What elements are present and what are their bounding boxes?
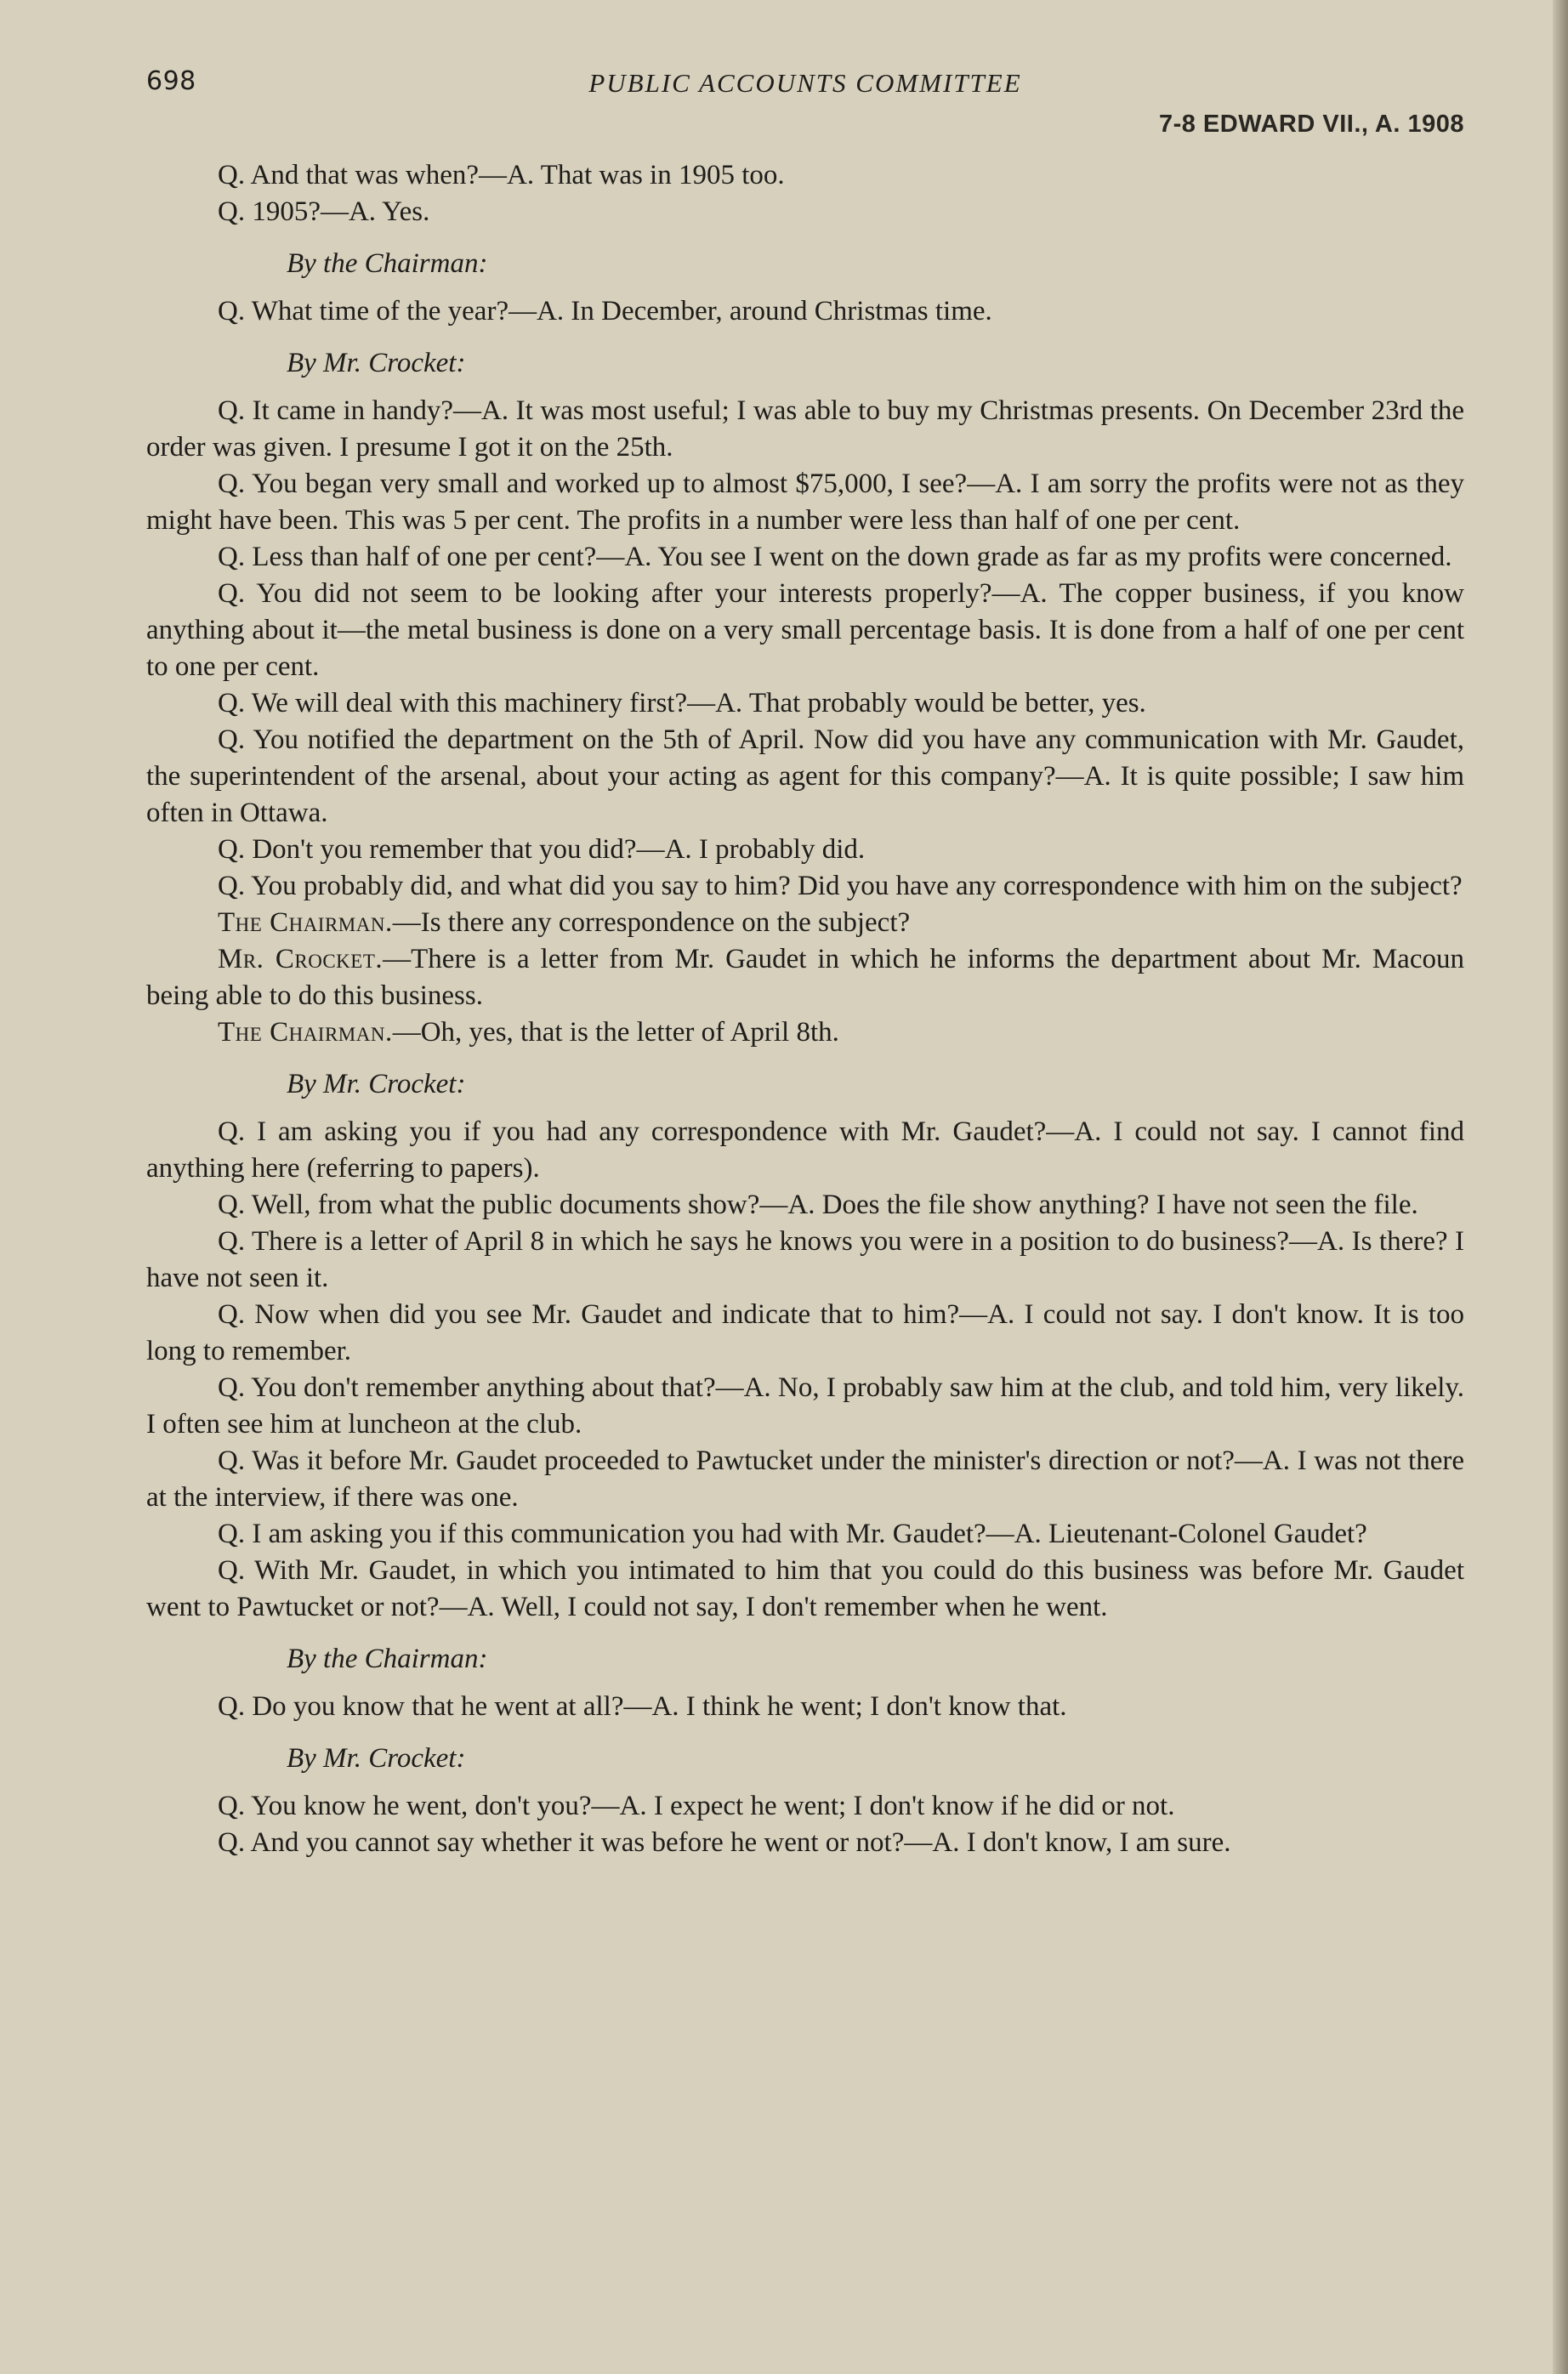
qa-paragraph: Q. It came in handy?—A. It was most useful; I was able to buy my Christmas presents. On December 23rd the order was given. I presume I got it on the 25th. — [146, 395, 1464, 463]
qa-paragraph: Q. You did not seem to be looking after your interests properly?—A. The copper business, if you know anything about it—the metal business is done on a very small percentage basis. It is done from a half of one per cent to one per cent. — [146, 578, 1464, 682]
qa-paragraph: Q. What time of the year?—A. In December, around Christmas time. — [218, 296, 992, 327]
transcript-body — [146, 157, 1464, 1861]
speaker-paragraph — [146, 905, 1464, 941]
qa-paragraph: Q. You know he went, don't you?—A. I expect he went; I don't know if he did or not. — [218, 1791, 1175, 1821]
section-subheading: By Mr. Crocket: — [287, 348, 466, 378]
qa-paragraph: Q. You don't remember anything about that?—A. No, I probably saw him at the club, and told him, very likely. I often see him at luncheon at the club. — [146, 1372, 1464, 1440]
section-subheading: By Mr. Crocket: — [287, 1743, 466, 1774]
document-page — [146, 60, 1464, 1861]
speaker-text: —Is there any correspondence on the subject? — [392, 907, 911, 938]
qa-paragraph: Q. Less than half of one per cent?—A. You see I went on the down grade as far as my profits were concerned. — [218, 542, 1452, 572]
page-number: 698 — [146, 66, 196, 96]
qa-paragraph: Q. I am asking you if this communication you had with Mr. Gaudet?—A. Lieutenant-Colonel Gaudet? — [218, 1519, 1367, 1549]
session-line: 7-8 EDWARD VII., A. 1908 — [1158, 111, 1464, 138]
speaker-name: Mr. Crocket. — [218, 944, 383, 974]
qa-paragraph: Q. With Mr. Gaudet, in which you intimated to him that you could do this business was before Mr. Gaudet went to Pawtucket or not?—A. Well, I could not say, I don't remember when he went. — [146, 1555, 1464, 1622]
speaker-paragraph — [146, 941, 1464, 1014]
running-head — [146, 60, 1464, 111]
qa-paragraph: Q. And you cannot say whether it was before he went or not?—A. I don't know, I am sure. — [218, 1827, 1231, 1858]
speaker-name: The Chairman. — [218, 907, 393, 938]
qa-paragraph: Q. 1905?—A. Yes. — [218, 196, 430, 227]
running-title: PUBLIC ACCOUNTS COMMITTEE — [588, 68, 1022, 98]
qa-paragraph: Q. I am asking you if you had any correspondence with Mr. Gaudet?—A. I could not say. I cannot find anything here (referring to papers). — [146, 1116, 1464, 1184]
speaker-name: The Chairman. — [218, 1017, 393, 1048]
qa-paragraph: Q. Well, from what the public documents show?—A. Does the file show anything? I have not seen the file. — [218, 1190, 1418, 1220]
speaker-text: —Oh, yes, that is the letter of April 8th. — [392, 1017, 839, 1048]
qa-paragraph: Q. There is a letter of April 8 in which he says he knows you were in a position to do business?—A. Is there? I have not seen it. — [146, 1226, 1464, 1293]
qa-paragraph: Q. Was it before Mr. Gaudet proceeded to Pawtucket under the minister's direction or not?—A. I was not there at the interview, if there was one. — [146, 1445, 1464, 1513]
qa-paragraph: Q. You notified the department on the 5th of April. Now did you have any communication with Mr. Gaudet, the superintendent of the arsenal, about your acting as agent for this company?—A. It is quite possible; I saw him often in Ottawa. — [146, 724, 1464, 828]
speaker-paragraph — [146, 1014, 1464, 1051]
qa-paragraph: Q. You began very small and worked up to almost $75,000, I see?—A. I am sorry the profits were not as they might have been. This was 5 per cent. The profits in a number were less than half of one per cent. — [146, 469, 1464, 536]
qa-paragraph: Q. You probably did, and what did you say to him? Did you have any correspondence with him on the subject? — [218, 871, 1463, 901]
section-subheading: By the Chairman: — [287, 248, 488, 279]
qa-paragraph: Q. We will deal with this machinery first?—A. That probably would be better, yes. — [218, 688, 1146, 718]
section-subheading: By the Chairman: — [287, 1644, 488, 1674]
qa-paragraph: Q. Do you know that he went at all?—A. I think he went; I don't know that. — [218, 1691, 1067, 1722]
qa-paragraph: Q. Now when did you see Mr. Gaudet and indicate that to him?—A. I could not say. I don't know. It is too long to remember. — [146, 1299, 1464, 1366]
page-edge-shadow — [1553, 0, 1568, 2374]
section-subheading: By Mr. Crocket: — [287, 1069, 466, 1099]
speaker-text: —There is a letter from Mr. Gaudet in which he informs the department about Mr. Macoun being able to do this business. — [146, 944, 1464, 1011]
qa-paragraph: Q. And that was when?—A. That was in 1905 too. — [218, 160, 785, 190]
qa-paragraph: Q. Don't you remember that you did?—A. I probably did. — [218, 834, 866, 865]
